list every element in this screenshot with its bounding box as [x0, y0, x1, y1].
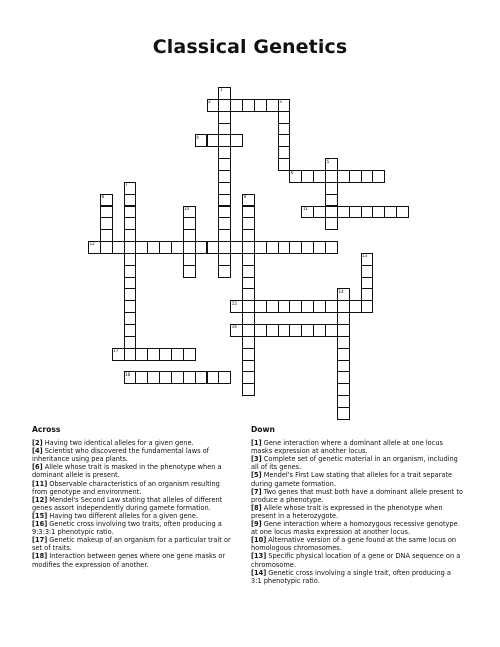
across-clue: [32, 536, 236, 552]
clue-text: Observable characteristics of an organism resulting from genotype and environment.: [32, 479, 220, 496]
page-title: Classical Genetics: [152, 36, 348, 58]
crossword-cell[interactable]: [218, 265, 231, 278]
down-clue: [251, 569, 463, 585]
clue-text: Genetic makeup of an organism for a particular trait or set of traits.: [32, 536, 231, 553]
down-clue: [251, 439, 463, 455]
clue-number-label: 5: [326, 158, 330, 164]
clue-text: Mendel's First Law stating that alleles for a trait separate during gamete formation.: [251, 471, 453, 488]
clue-text: Complete set of genetic material in an organism, including all of its genes.: [251, 455, 458, 472]
clue-number-label: 4: [196, 134, 199, 140]
down-clue-list: [251, 439, 463, 585]
crossword-cell[interactable]: [313, 170, 326, 183]
clue-number: [12]: [32, 495, 48, 504]
crossword-cell[interactable]: [218, 371, 231, 384]
clue-number-label: 11: [302, 205, 308, 211]
clue-number: [8]: [251, 503, 262, 512]
clue-number: [2]: [32, 439, 43, 448]
clue-number: [13]: [251, 552, 267, 561]
down-clue: [251, 520, 463, 536]
down-clue: [251, 552, 463, 568]
clue-number-label: 18: [125, 371, 131, 377]
clue-number-label: 16: [231, 324, 237, 330]
across-heading: Across: [32, 425, 61, 434]
crossword-cell[interactable]: [337, 407, 350, 420]
crossword-cell[interactable]: [372, 170, 385, 183]
down-clue: [251, 536, 463, 552]
clue-number-label: 8: [101, 194, 104, 200]
clue-number: [4]: [32, 447, 43, 456]
crossword-cell[interactable]: [325, 241, 338, 254]
down-clue: [251, 471, 463, 487]
clue-text: Genetic cross involving two traits, often producing a 9:3:3:1 phenotypic ratio.: [32, 520, 222, 537]
crossword-cell[interactable]: [183, 348, 196, 361]
across-clue: [32, 512, 236, 520]
down-clue: [251, 504, 463, 520]
clue-number-label: 13: [362, 253, 368, 259]
down-clue: [251, 488, 463, 504]
crossword-cell[interactable]: [112, 241, 125, 254]
clue-number: [18]: [32, 552, 48, 561]
clue-number: [9]: [251, 520, 262, 529]
clue-number-label: 6: [291, 170, 294, 176]
across-clue: [32, 447, 236, 463]
clue-text: Genetic cross involving a single trait, often producing a 3:1 phenotypic ratio.: [251, 568, 451, 585]
crossword-cell[interactable]: [183, 265, 196, 278]
clue-number-label: 1: [219, 87, 223, 93]
clue-text: Having two identical alleles for a given gene.: [42, 439, 194, 448]
down-clue: [251, 455, 463, 471]
across-clue: [32, 463, 236, 479]
clue-number-label: 12: [89, 241, 95, 247]
clue-number: [7]: [251, 487, 262, 496]
clue-text: Specific physical location of a gene or DNA sequence on a chromosome.: [251, 552, 461, 569]
clue-text: Allele whose trait is masked in the phenotype when a dominant allele is present.: [32, 463, 222, 480]
across-clue: [32, 480, 236, 496]
clue-number: [5]: [251, 471, 262, 480]
down-clues: [251, 426, 463, 585]
crossword-cell[interactable]: [242, 383, 255, 396]
clue-number: [6]: [32, 463, 43, 472]
clue-number-label: 3: [279, 99, 282, 105]
clue-number: [11]: [32, 479, 48, 488]
crossword-cell[interactable]: [230, 134, 243, 147]
clue-number: [16]: [32, 520, 48, 529]
across-clue: [32, 552, 236, 568]
across-clue: [32, 439, 236, 447]
clue-text: Having two different alleles for a given gene.: [47, 511, 199, 520]
across-clues: [32, 426, 236, 569]
clue-number-label: 9: [243, 194, 247, 200]
clue-text: Gene interaction where a homozygous recessive genotype at one locus masks expression at another locus.: [251, 520, 458, 537]
clue-number-label: 14: [338, 288, 344, 294]
across-clue: [32, 496, 236, 512]
clue-text: Mendel's Second Law stating that alleles of different genes assort independently during gamete formation.: [32, 495, 223, 512]
clue-text: Allele whose trait is expressed in the phenotype when present in a heterozygote.: [251, 503, 443, 520]
clue-text: Alternative version of a gene found at the same locus on homologous chromosomes.: [251, 536, 457, 553]
crossword-cell[interactable]: [171, 241, 184, 254]
clue-number: [10]: [251, 536, 267, 545]
crossword-cell[interactable]: [361, 300, 374, 313]
across-clue-list: [32, 439, 236, 569]
crossword-cell[interactable]: [313, 206, 326, 219]
clue-number-label: 2: [208, 99, 211, 105]
clue-text: Interaction between genes where one gene masks or modifies the expression of another.: [32, 552, 226, 569]
across-clue: [32, 520, 236, 536]
clue-text: Scientist who discovered the fundamental laws of inheritance using pea plants.: [32, 447, 209, 464]
clue-number-label: 17: [113, 348, 119, 354]
crossword-cell[interactable]: [207, 241, 220, 254]
clue-text: Two genes that must both have a dominant allele present to produce a phenotype.: [251, 487, 463, 504]
clue-number: [17]: [32, 536, 48, 545]
clue-number: [1]: [251, 439, 262, 448]
crossword-cell[interactable]: [325, 217, 338, 230]
down-heading: Down: [251, 425, 275, 434]
clue-number-label: 7: [125, 182, 128, 188]
clue-number: [15]: [32, 511, 48, 520]
crossword-cell[interactable]: [207, 134, 220, 147]
clue-number: [14]: [251, 568, 267, 577]
crossword-cell[interactable]: [325, 324, 338, 337]
clue-number-label: 10: [184, 205, 190, 211]
crossword-cell[interactable]: [230, 241, 243, 254]
crossword-cell[interactable]: [325, 300, 338, 313]
clue-number-label: 15: [231, 300, 237, 306]
crossword-cell[interactable]: [396, 206, 409, 219]
clue-text: Gene interaction where a dominant allele at one locus masks expression at another locus.: [251, 439, 443, 456]
clue-number: [3]: [251, 455, 262, 464]
